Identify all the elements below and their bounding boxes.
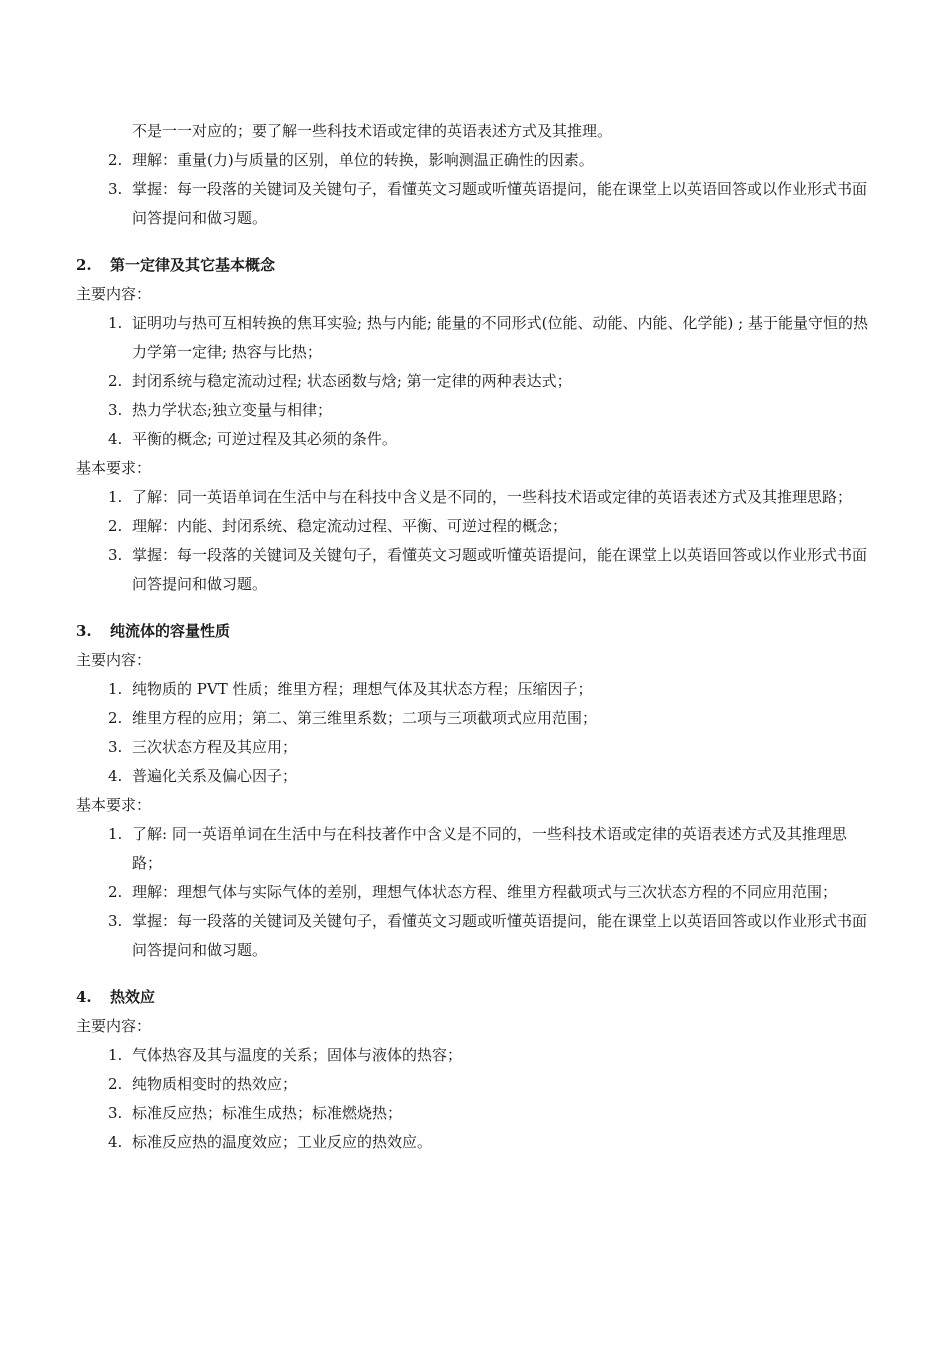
list-item xyxy=(76,1128,876,1157)
item-number: 3. xyxy=(108,546,123,564)
item-number: 2. xyxy=(108,1075,123,1093)
requirements-label: 基本要求： xyxy=(76,796,152,814)
list-item xyxy=(76,512,876,541)
list-item xyxy=(76,483,876,512)
item-text: 了解：同一英语单词在生活中与在科技中含义是不同的，一些科技术语或定律的英语表述方式及其推理思路； xyxy=(132,488,853,506)
content-label: 主要内容： xyxy=(76,651,152,669)
item-text: 了解: 同一英语单词在生活中与在科技著作中含义是不同的，一些科技术语或定律的英语表述方式及其推理思路； xyxy=(132,825,847,872)
item-text: 气体热容及其与温度的关系；固体与液体的热容； xyxy=(132,1046,463,1064)
item-text: 掌握：每一段落的关键词及关键句子，看懂英文习题或听懂英语提问，能在课堂上以英语回答或以作业形式书面问答提问和做习题。 xyxy=(132,546,868,593)
list-item xyxy=(76,146,876,175)
list-item xyxy=(76,1099,876,1128)
list-item xyxy=(76,367,876,396)
item-number: 1. xyxy=(108,488,123,506)
list-item xyxy=(76,675,876,704)
list-item xyxy=(76,762,876,791)
section-title: 第一定律及其它基本概念 xyxy=(110,256,276,274)
item-text: 理解：理想气体与实际气体的差别，理想气体状态方程、维里方程截项式与三次状态方程的不同应用范围； xyxy=(132,883,838,901)
item-number: 2. xyxy=(108,709,123,727)
section-heading xyxy=(76,251,876,280)
item-text: 热力学状态;独立变量与相律； xyxy=(132,401,333,419)
item-number: 1. xyxy=(108,680,123,698)
section-heading xyxy=(76,617,876,646)
item-number: 2. xyxy=(108,883,123,901)
item-text: 理解：重量(力)与质量的区别，单位的转换，影响测温正确性的因素。 xyxy=(132,151,594,169)
item-number: 2. xyxy=(108,372,123,390)
item-text: 平衡的概念; 可逆过程及其必须的条件。 xyxy=(132,430,397,448)
content-list xyxy=(76,1041,876,1157)
section-2 xyxy=(76,251,876,599)
section-number: 3. xyxy=(76,622,92,640)
content-label: 主要内容： xyxy=(76,285,152,303)
item-number: 3. xyxy=(108,401,123,419)
pre-item-list xyxy=(76,146,876,233)
content-label: 主要内容： xyxy=(76,1017,152,1035)
item-text: 证明功与热可互相转换的焦耳实验; 热与内能; 能量的不同形式(位能、动能、内能、化学能) ; 基于能量守恒的热力学第一定律; 热容与比热； xyxy=(132,314,868,361)
section-3 xyxy=(76,617,876,965)
list-item xyxy=(76,704,876,733)
item-number: 2. xyxy=(108,151,123,169)
item-text: 标准反应热；标准生成热；标准燃烧热； xyxy=(132,1104,403,1122)
item-number: 3. xyxy=(108,1104,123,1122)
item-text: 封闭系统与稳定流动过程; 状态函数与焓; 第一定律的两种表达式； xyxy=(132,372,572,390)
item-text: 掌握：每一段落的关键词及关键句子，看懂英文习题或听懂英语提问，能在课堂上以英语回答或以作业形式书面问答提问和做习题。 xyxy=(132,180,868,227)
item-number: 3. xyxy=(108,912,123,930)
document-page xyxy=(76,117,876,1157)
list-item xyxy=(76,309,876,367)
item-text: 纯物质相变时的热效应； xyxy=(132,1075,298,1093)
content-list xyxy=(76,675,876,791)
list-item xyxy=(76,425,876,454)
list-item xyxy=(76,1041,876,1070)
section-4 xyxy=(76,983,876,1157)
list-item xyxy=(76,907,876,965)
item-number: 1. xyxy=(108,1046,123,1064)
item-number: 4. xyxy=(108,767,123,785)
requirements-label: 基本要求： xyxy=(76,459,152,477)
item-number: 1. xyxy=(108,314,123,332)
continuation-line: 不是一一对应的；要了解一些科技术语或定律的英语表述方式及其推理。 xyxy=(132,122,613,140)
section-number: 4. xyxy=(76,988,92,1006)
item-text: 纯物质的 PVT 性质；维里方程；理想气体及其状态方程；压缩因子； xyxy=(132,680,593,698)
item-text: 维里方程的应用；第二、第三维里系数；二项与三项截项式应用范围； xyxy=(132,709,598,727)
item-number: 2. xyxy=(108,517,123,535)
content-list xyxy=(76,309,876,454)
list-item xyxy=(76,396,876,425)
item-number: 4. xyxy=(108,430,123,448)
list-item xyxy=(76,733,876,762)
item-number: 1. xyxy=(108,825,123,843)
section-title: 纯流体的容量性质 xyxy=(110,622,231,640)
section-title: 热效应 xyxy=(110,988,156,1006)
item-text: 标准反应热的温度效应；工业反应的热效应。 xyxy=(132,1133,433,1151)
list-item xyxy=(76,541,876,599)
list-item xyxy=(76,878,876,907)
requirements-list xyxy=(76,483,876,599)
item-number: 3. xyxy=(108,180,123,198)
item-text: 普遍化关系及偏心因子； xyxy=(132,767,298,785)
item-number: 3. xyxy=(108,738,123,756)
list-item xyxy=(76,820,876,878)
item-text: 掌握：每一段落的关键词及关键句子，看懂英文习题或听懂英语提问，能在课堂上以英语回答或以作业形式书面问答提问和做习题。 xyxy=(132,912,868,959)
list-item xyxy=(76,1070,876,1099)
item-text: 理解：内能、封闭系统、稳定流动过程、平衡、可逆过程的概念； xyxy=(132,517,568,535)
item-text: 三次状态方程及其应用； xyxy=(132,738,298,756)
section-number: 2. xyxy=(76,256,92,274)
item-number: 4. xyxy=(108,1133,123,1151)
section-heading xyxy=(76,983,876,1012)
requirements-list xyxy=(76,820,876,965)
list-item xyxy=(76,175,876,233)
